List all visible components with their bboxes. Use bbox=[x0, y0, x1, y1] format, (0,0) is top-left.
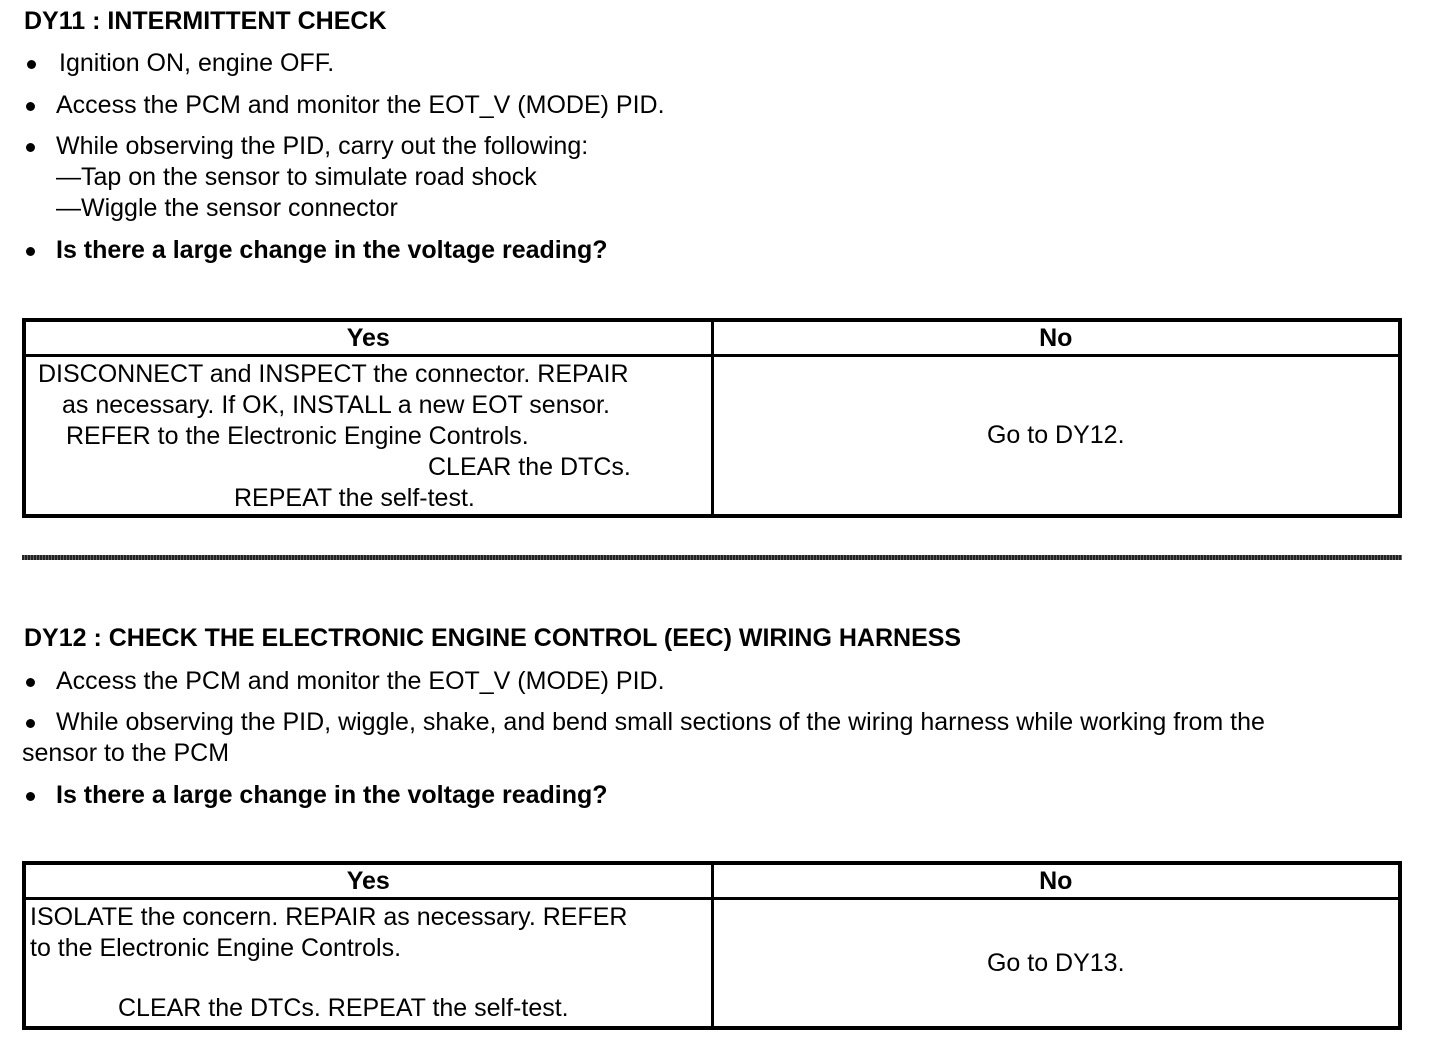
yes-header: Yes bbox=[24, 320, 712, 356]
no-header: No bbox=[712, 320, 1400, 356]
yes-action-line: to the Electronic Engine Controls. bbox=[30, 934, 402, 962]
result-table bbox=[22, 861, 1402, 1030]
yes-action-line: DISCONNECT and INSPECT the connector. REPAIR bbox=[38, 360, 629, 388]
bullet-text: Access the PCM and monitor the EOT_V (MODE) PID. bbox=[56, 91, 665, 119]
yes-header: Yes bbox=[24, 863, 712, 899]
bullet-icon bbox=[26, 247, 35, 256]
result-table bbox=[22, 318, 1402, 518]
no-header: No bbox=[712, 863, 1400, 899]
yes-action-line: REPEAT the self-test. bbox=[234, 484, 475, 512]
sub-step: —Wiggle the sensor connector bbox=[56, 194, 398, 222]
bullet-text: While observing the PID, wiggle, shake, and bend small sections of the wiring harness while working from the bbox=[56, 708, 1265, 736]
yes-action-line: REFER to the Electronic Engine Controls. bbox=[66, 422, 529, 450]
bullet-text: Ignition ON, engine OFF. bbox=[59, 49, 335, 77]
bullet-text: Access the PCM and monitor the EOT_V (MODE) PID. bbox=[56, 667, 665, 695]
question-text: Is there a large change in the voltage reading? bbox=[56, 781, 608, 809]
no-cell: Go to DY13. bbox=[712, 899, 1400, 1029]
sub-step: —Tap on the sensor to simulate road shock bbox=[56, 163, 537, 191]
bullet-icon bbox=[26, 102, 35, 111]
bullet-icon bbox=[26, 792, 35, 801]
bullet-icon bbox=[26, 719, 35, 728]
yes-action-line: ISOLATE the concern. REPAIR as necessary. REFER bbox=[30, 903, 628, 931]
bullet-text: While observing the PID, carry out the following: bbox=[56, 132, 589, 160]
section-dy11 bbox=[22, 0, 1402, 520]
section-title: DY11 : INTERMITTENT CHECK bbox=[24, 7, 387, 35]
section-divider bbox=[22, 555, 1402, 560]
yes-action-line: CLEAR the DTCs. REPEAT the self-test. bbox=[118, 994, 569, 1022]
yes-action-line: as necessary. If OK, INSTALL a new EOT sensor. bbox=[62, 391, 610, 419]
section-dy12 bbox=[22, 620, 1402, 1040]
no-cell: Go to DY12. bbox=[712, 356, 1400, 517]
yes-cell bbox=[24, 356, 712, 517]
yes-action-line: CLEAR the DTCs. bbox=[428, 453, 631, 481]
bullet-icon bbox=[27, 60, 36, 69]
continuation-text: sensor to the PCM bbox=[22, 739, 230, 767]
bullet-icon bbox=[26, 143, 35, 152]
question-text: Is there a large change in the voltage reading? bbox=[56, 236, 608, 264]
section-title: DY12 : CHECK THE ELECTRONIC ENGINE CONTROL (EEC) WIRING HARNESS bbox=[24, 624, 962, 652]
bullet-icon bbox=[26, 678, 35, 687]
yes-cell bbox=[24, 899, 712, 1029]
